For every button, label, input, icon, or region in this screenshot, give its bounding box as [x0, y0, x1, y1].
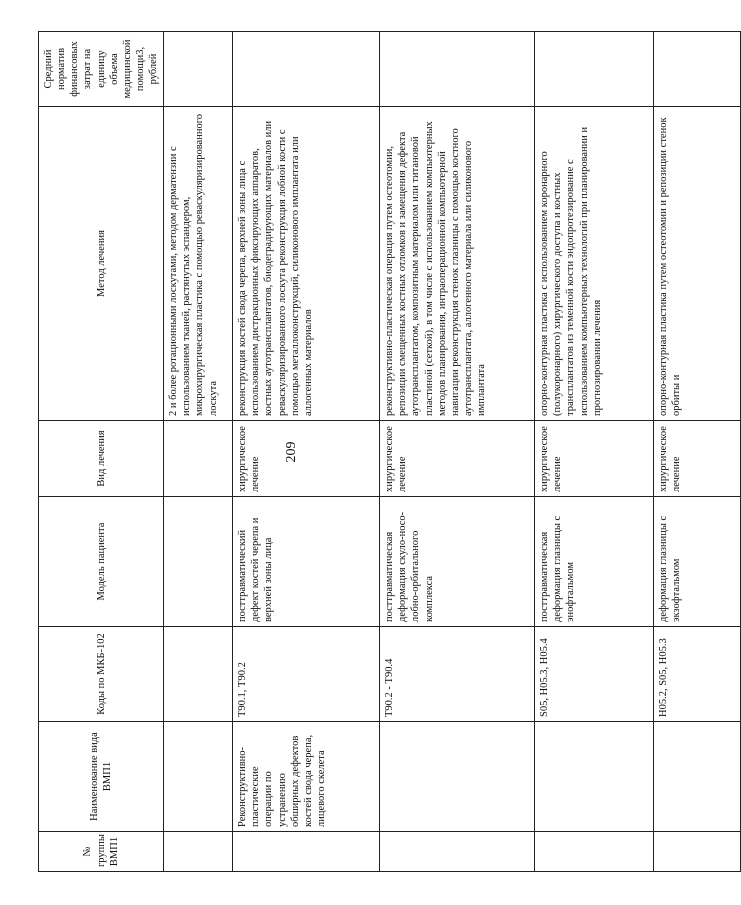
header-group: № группы ВМП1 [39, 832, 164, 872]
cell-method: опорно-контурная пластика с использованием коронарного (полукоронарного) хирургического доступа и костных трансплантатов из теменной кости эндопротезирование с использованием компьютерных технологий при планировании и прогнозировании лечения [535, 107, 654, 421]
cell-name [164, 722, 233, 832]
cell-method: реконструктивно-пластическая операция путем остеотомии, репозиции смещенных костных отломков и замещения дефекта аутотрансплантатом, композитным материалом или титановой пластиной (сеткой), в том числе с использованием компьютерных методов планирования, интраоперационной компьютерной навигации реконструкция стенок глазницы с помощью костного аутотрансплантата, аллогенного материала или силиконового имплантата [380, 107, 535, 421]
cell-cost [654, 32, 741, 107]
cell-group [233, 832, 380, 872]
page-number: 209 [284, 441, 299, 463]
table-row [654, 32, 741, 872]
table-row [535, 32, 654, 872]
cell-model [164, 497, 233, 627]
cell-codes [164, 627, 233, 722]
table-row [380, 32, 535, 872]
cell-group [535, 832, 654, 872]
table-row [164, 32, 233, 872]
document-table-sheet [38, 32, 683, 872]
cell-cost [380, 32, 535, 107]
cell-method: 2 и более ротационными лоскутами, методом дерматензии с использованием тканей, растянутых эспандером, микрохирургическая пластика с помощью реваскуляризированного лоскута [164, 107, 233, 421]
cell-kind: хирургическое лечение [380, 421, 535, 497]
cell-method: реконструкция костей свода черепа, верхней зоны лица с использованием дистракционных фиксирующих аппаратов, костных аутотрансплантатов, биодеградирующих материалов или реваскуляризированного лоскута реконструкция лобной кости с помощью металлоконструкций, силиконового имплантата или аллогенных материалов [233, 107, 380, 421]
cell-model: посттравматическая деформация глазницы с энофтальмом [535, 497, 654, 627]
cell-model: посттравматический дефект костей черепа и верхней зоны лица [233, 497, 380, 627]
cell-group [164, 832, 233, 872]
cell-codes: Т90.2 - Т90.4 [380, 627, 535, 722]
table-header-row [39, 32, 164, 872]
cell-name [535, 722, 654, 832]
table-row [233, 32, 380, 872]
cell-name [654, 722, 741, 832]
header-cost: Средний норматив финансовых затрат на единицу объема медицинской помощи3, рублей [39, 32, 164, 107]
cell-cost [233, 32, 380, 107]
cell-group [654, 832, 741, 872]
cell-kind: хирургическое лечение [535, 421, 654, 497]
cell-name: Реконструктивно-пластические операции по устранению обширных дефектов костей свода черепа, лицевого скелета [233, 722, 380, 832]
cell-group [380, 832, 535, 872]
header-name: Наименование вида ВМП1 [39, 722, 164, 832]
header-codes: Коды по МКБ-102 [39, 627, 164, 722]
vmp-table [38, 31, 741, 872]
cell-kind [164, 421, 233, 497]
cell-cost [535, 32, 654, 107]
cell-codes: Т90.1, Т90.2 [233, 627, 380, 722]
header-method: Метод лечения [39, 107, 164, 421]
cell-codes: S05, H05.3, H05.4 [535, 627, 654, 722]
header-kind: Вид лечения [39, 421, 164, 497]
cell-name [380, 722, 535, 832]
cell-method: опорно-контурная пластика путем остеотомии и репозиции стенок орбиты и [654, 107, 741, 421]
cell-kind: хирургическое лечение [654, 421, 741, 497]
header-model: Модель пациента [39, 497, 164, 627]
cell-model: посттравматическая деформация скуло-носо-лобно-орбитального комплекса [380, 497, 535, 627]
cell-model: деформация глазницы с экзофтальмом [654, 497, 741, 627]
cell-cost [164, 32, 233, 107]
cell-kind: хирургическое лечение [233, 421, 380, 497]
cell-codes: H05.2, S05, H05.3 [654, 627, 741, 722]
